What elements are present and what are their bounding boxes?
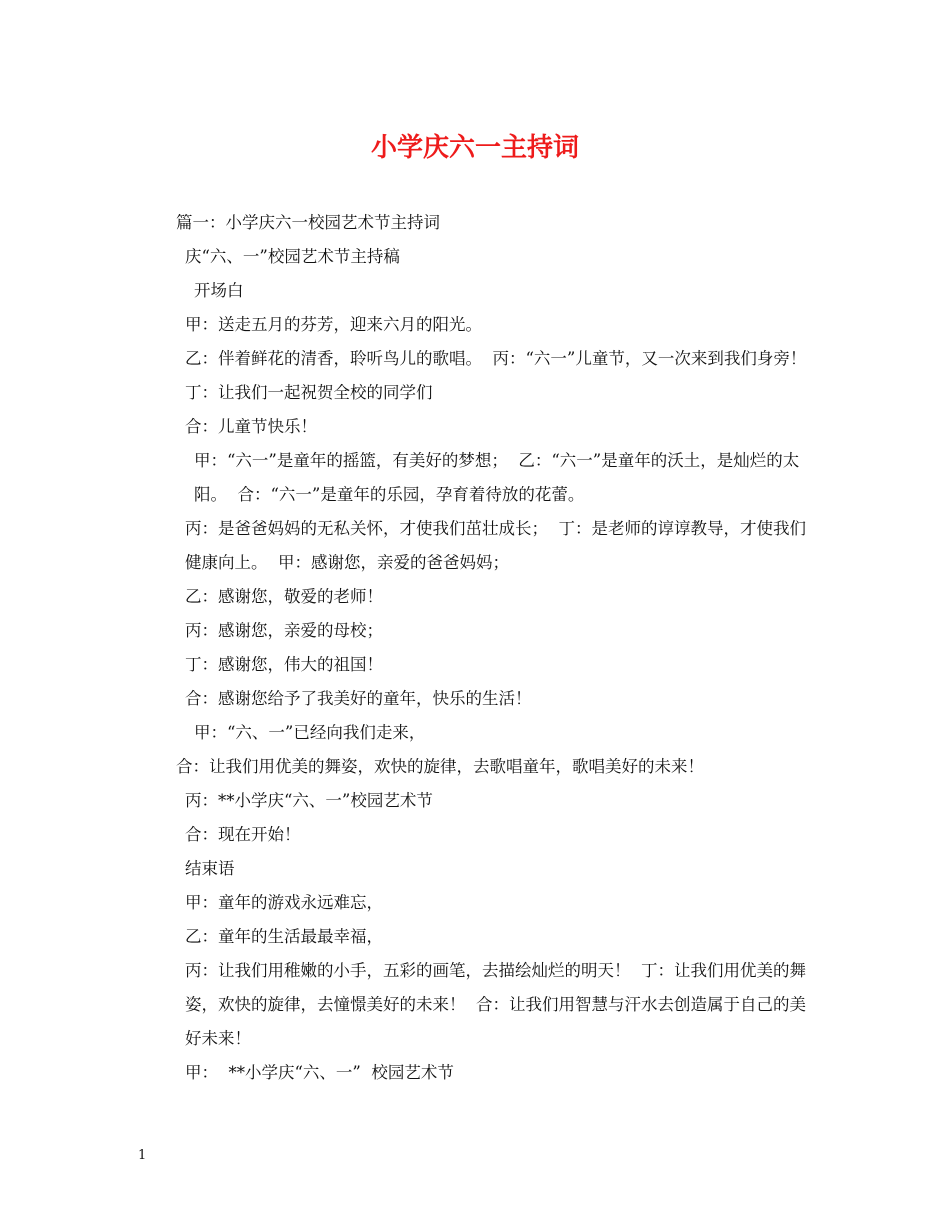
- paragraph: 结束语: [185, 859, 235, 878]
- paragraph: 甲： **小学庆“六、一” 校园艺术节: [185, 1063, 454, 1082]
- paragraph: 丙：**小学庆“六、一”校园艺术节: [185, 791, 433, 810]
- paragraph: 乙：童年的生活最最幸福，: [185, 927, 383, 946]
- paragraph: 乙：感谢您，敬爱的老师！: [185, 587, 383, 606]
- paragraph: 丙：是爸爸妈妈的无私关怀，才使我们茁壮成长； 丁：是老师的谆谆教导，才使我们健康向上。 甲：感谢您，亲爱的爸爸妈妈；: [185, 519, 806, 572]
- paragraph: 合：感谢您给予了我美好的童年，快乐的生活！: [185, 689, 532, 708]
- paragraph: 甲：“六、一”已经向我们走来，: [194, 723, 426, 742]
- paragraph: 甲：送走五月的芬芳，迎来六月的阳光。: [185, 315, 482, 334]
- page-number: 1: [138, 1148, 147, 1163]
- paragraph: 庆“六、一”校园艺术节主持稿: [185, 247, 400, 266]
- paragraph: 甲：童年的游戏永远难忘，: [185, 893, 383, 912]
- paragraph: 合：让我们用优美的舞姿，欢快的旋律，去歌唱童年，歌唱美好的未来！: [176, 757, 704, 776]
- paragraph: 乙：伴着鲜花的清香，聆听鸟儿的歌唱。 丙：“六一”儿童节，又一次来到我们身旁！ 丁：让我们一起祝贺全校的同学们: [185, 349, 817, 402]
- paragraph: 篇一：小学庆六一校园艺术节主持词: [176, 213, 440, 232]
- paragraph: 丁：感谢您，伟大的祖国！: [185, 655, 383, 674]
- document-body: [138, 206, 820, 1090]
- paragraph: 合：儿童节快乐！: [185, 417, 317, 436]
- paragraph: 合：现在开始！: [185, 825, 301, 844]
- paragraph: 丙：让我们用稚嫩的小手，五彩的画笔，去描绘灿烂的明天！ 丁：让我们用优美的舞姿，欢快的旋律，去憧憬美好的未来！ 合：让我们用智慧与汗水去创造属于自己的美好未来！: [185, 961, 806, 1048]
- paragraph: 甲：“六一”是童年的摇篮，有美好的梦想； 乙：“六一”是童年的沃土，是灿烂的太阳。 合：“六一”是童年的乐园，孕育着待放的花蕾。: [194, 451, 800, 504]
- document-title: 小学庆六一主持词: [370, 133, 579, 163]
- paragraph: 丙：感谢您，亲爱的母校；: [185, 621, 383, 640]
- paragraph: 开场白: [194, 281, 244, 300]
